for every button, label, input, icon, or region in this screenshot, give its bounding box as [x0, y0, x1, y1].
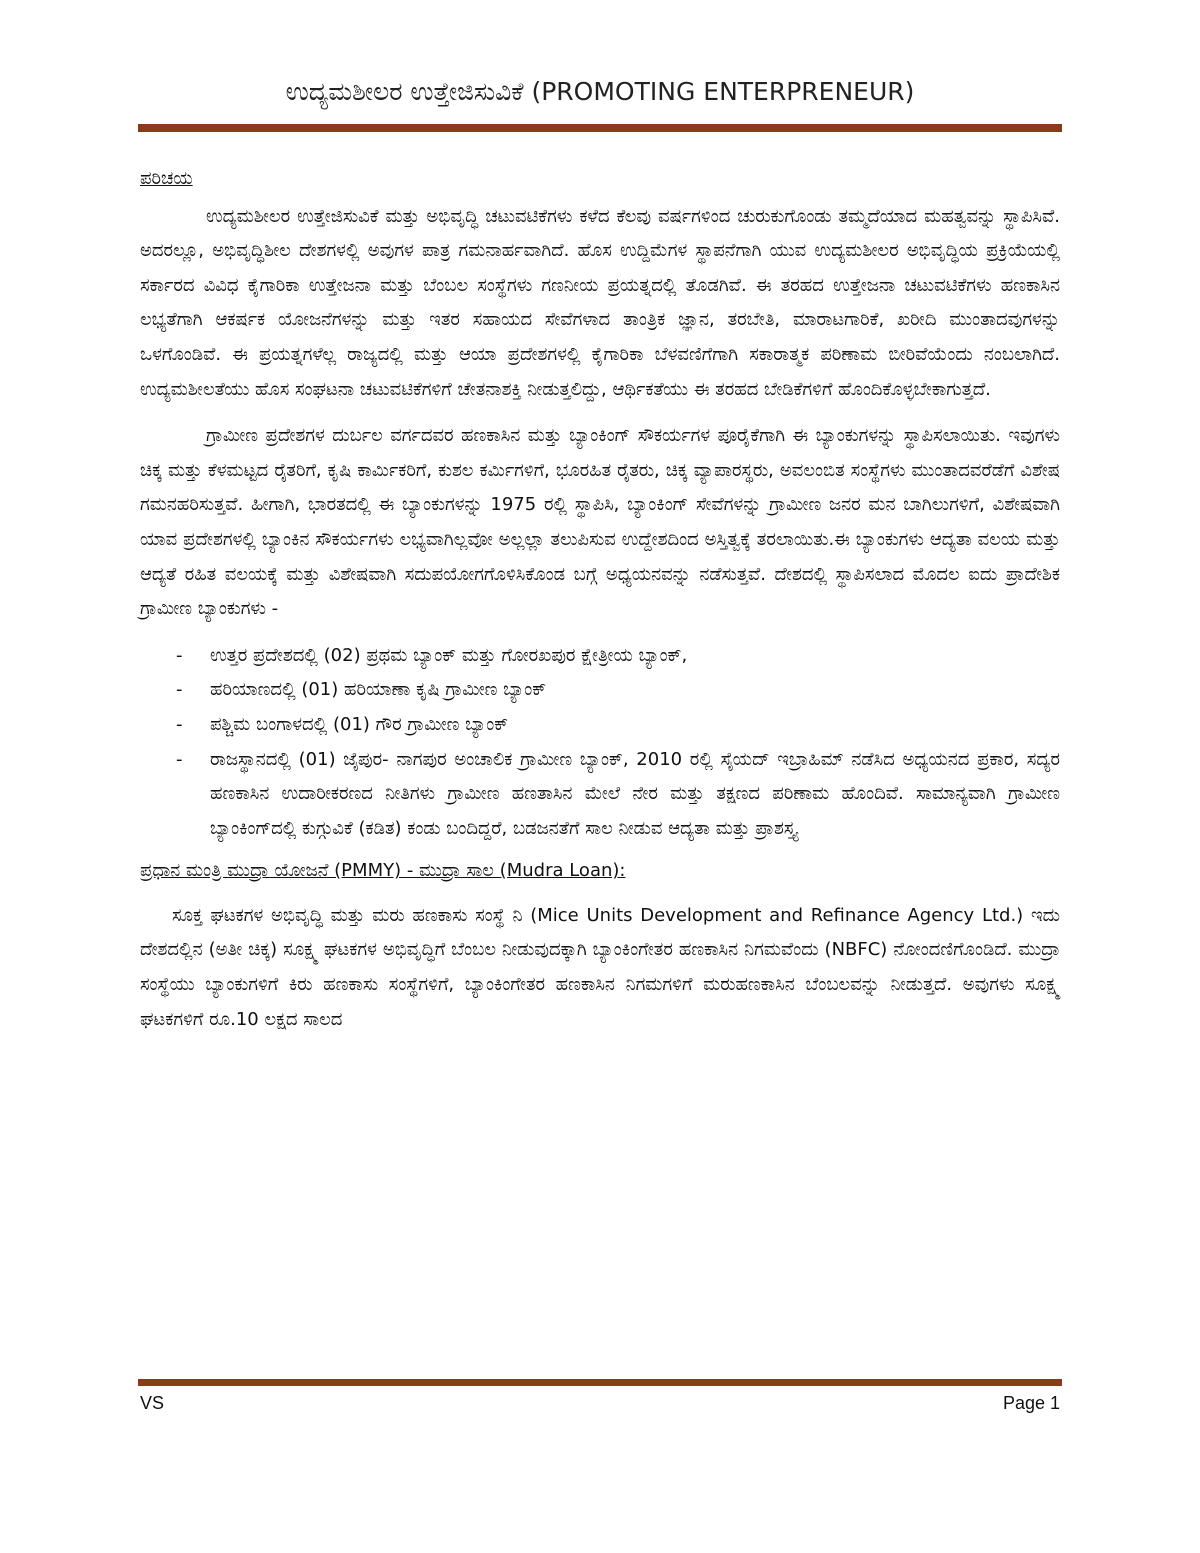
footer-divider: [138, 1379, 1062, 1386]
section-heading-mudra: ಪ್ರಧಾನ ಮಂತ್ರಿ ಮುದ್ರಾ ಯೋಜನೆ (PMMY) - ಮುದ್ರಾ ಸಾಲ (Mudra Loan):: [140, 860, 626, 882]
list-item: [140, 743, 1060, 847]
paragraph-intro: ಉದ್ಯಮಶೀಲರ ಉತ್ತೇಜಿಸುವಿಕೆ ಮತ್ತು ಅಭಿವೃದ್ಧಿ ಚಟುವಟಿಕೆಗಳು ಕಳೆದ ಕೆಲವು ವರ್ಷಗಳಿಂದ ಚುರುಕುಗೊಂಡು ತಮ್ಮದೆಯಾದ ಮಹತ್ವವನ್ನು ಸ್ಥಾಪಿಸಿವೆ. ಅದರಲ್ಲೂ, ಅಭಿವೃದ್ಧಿಶೀಲ ದೇಶಗಳಲ್ಲಿ ಅವುಗಳ ಪಾತ್ರ ಗಮನಾರ್ಹವಾಗಿದೆ. ಹೊಸ ಉದ್ದಿಮೆಗಳ ಸ್ಥಾಪನೆಗಾಗಿ ಯುವ ಉದ್ಯಮಶೀಲರ ಅಭಿವೃದ್ಧಿಯ ಪ್ರಕ್ರಿಯೆಯಲ್ಲಿ ಸರ್ಕಾರದ ವಿವಿಧ ಕೈಗಾರಿಕಾ ಉತ್ತೇಜನಾ ಮತ್ತು ಬೆಂಬಲ ಸಂಸ್ಥೆಗಳು ಗಣನೀಯ ಪ್ರಯತ್ನದಲ್ಲಿ ತೊಡಗಿವೆ. ಈ ತರಹದ ಉತ್ತೇಜನಾ ಚಟುವಟಿಕೆಗಳು ಹಣಕಾಸಿನ ಲಭ್ಯತೆಗಾಗಿ ಆಕರ್ಷಕ ಯೋಜನೆಗಳನ್ನು ಮತ್ತು ಇತರ ಸಹಾಯದ ಸೇವೆಗಳಾದ ತಾಂತ್ರಿಕ ಜ್ಞಾನ, ತರಬೇತಿ, ಮಾರಾಟಗಾರಿಕೆ, ಖರೀದಿ ಮುಂತಾದವುಗಳನ್ನು ಒಳಗೊಂಡಿವೆ. ಈ ಪ್ರಯತ್ನಗಳೆಲ್ಲ ರಾಜ್ಯದಲ್ಲಿ ಮತ್ತು ಆಯಾ ಪ್ರದೇಶಗಳಲ್ಲಿ ಕೈಗಾರಿಕಾ ಬೆಳವಣಿಗೆಗಾಗಿ ಸಕಾರಾತ್ಮಕ ಪರಿಣಾಮ ಬೀರಿವೆಯೆಂದು ನಂಬಲಾಗಿದೆ. ಉದ್ಯಮಶೀಲತೆಯು ಹೊಸ ಸಂಘಟನಾ ಚಟುವಟಿಕೆಗಳಿಗೆ ಚೇತನಾಶಕ್ತಿ ನೀಡುತ್ತಲಿದ್ದು, ಆರ್ಥಿಕತೆಯು ಈ ತರಹದ ಬೇಡಿಕೆಗಳಿಗೆ ಹೊಂದಿಕೊಳ್ಳಬೇಕಾಗುತ್ತದೆ.: [140, 205, 1060, 400]
list-item: [140, 708, 1060, 743]
list-item-text: ಉತ್ತರ ಪ್ರದೇಶದಲ್ಲಿ (02) ಪ್ರಥಮ ಬ್ಯಾಂಕ್ ಮತ್ತು ಗೋರಖಪುರ ಕ್ಷೇತ್ರೀಯ ಬ್ಯಾಂಕ್,: [210, 644, 688, 666]
list-item-text: ಪಶ್ಚಿಮ ಬಂಗಾಳದಲ್ಲಿ (01) ಗೌರ ಗ್ರಾಮೀಣ ಬ್ಯಾಂಕ್: [210, 713, 509, 735]
bullet-dash: -: [176, 748, 183, 770]
footer-author: VS: [140, 1393, 165, 1413]
page-number: Page 1: [1002, 1393, 1060, 1413]
list-item: [140, 673, 1060, 708]
section-heading-introduction: ಪರಿಚಯ: [140, 168, 193, 189]
document-body: [140, 162, 1060, 1037]
bullet-dash: -: [176, 644, 183, 666]
page-title: ಉದ್ಯಮಶೀಲರ ಉತ್ತೇಜಿಸುವಿಕೆ (PROMOTING ENTERPRENEUR): [285, 77, 915, 106]
paragraph-mudra: ಸೂಕ್ತ ಘಟಕಗಳ ಅಭಿವೃದ್ಧಿ ಮತ್ತು ಮರು ಹಣಕಾಸು ಸಂಸ್ಥೆ ನಿ (Mice Units Development and Refinance Agency Ltd.) ಇದು ದೇಶದಲ್ಲಿನ (ಅತೀ ಚಿಕ್ಕ) ಸೂಕ್ಷ್ಮ ಘಟಕಗಳ ಅಭಿವೃದ್ಧಿಗೆ ಬೆಂಬಲ ನೀಡುವುದಕ್ಕಾಗಿ ಬ್ಯಾಂಕಿಂಗೇತರ ಹಣಕಾಸಿನ ನಿಗಮವೆಂದು (NBFC) ನೋಂದಣಿಗೊಂಡಿದೆ. ಮುದ್ರಾ ಸಂಸ್ಥೆಯು ಬ್ಯಾಂಕುಗಳಿಗೆ ಕಿರು ಹಣಕಾಸು ಸಂಸ್ಥೆಗಳಿಗೆ, ಬ್ಯಾಂಕಿಂಗೇತರ ಹಣಕಾಸಿನ ನಿಗಮಗಳಿಗೆ ಮರುಹಣಕಾಸಿನ ಬೆಂಬಲವನ್ನು ನೀಡುತ್ತದೆ. ಅವುಗಳು ಸೂಕ್ಷ್ಮ ಘಟಕಗಳಿಗೆ ರೂ.10 ಲಕ್ಷದ ಸಾಲದ: [140, 904, 1060, 1030]
header-divider: [138, 124, 1062, 132]
bullet-dash: -: [176, 713, 183, 735]
list-item-text: ಹರಿಯಾಣದಲ್ಲಿ (01) ಹರಿಯಾಣಾ ಕೃಷಿ ಗ್ರಾಮೀಣ ಬ್ಯಾಂಕ್: [210, 679, 547, 701]
list-item-text: ರಾಜಸ್ಥಾನದಲ್ಲಿ (01) ಜೈಪುರ- ನಾಗಪುರ ಅಂಚಾಲಿಕ ಗ್ರಾಮೀಣ ಬ್ಯಾಂಕ್, 2010 ರಲ್ಲಿ ಸೈಯದ್ ಇಬ್ರಾಹಿಮ್ ನಡೆಸಿದ ಅಧ್ಯಯನದ ಪ್ರಕಾರ, ಸದ್ಯರ ಹಣಕಾಸಿನ ಉದಾರೀಕರಣದ ನೀತಿಗಳು ಗ್ರಾಮೀಣ ಹಣತಾಸಿನ ಮೇಲೆ ನೇರ ಮತ್ತು ತಕ್ಷಣದ ಪರಿಣಾಮ ಹೊಂದಿವೆ. ಸಾಮಾನ್ಯವಾಗಿ ಗ್ರಾಮೀಣ ಬ್ಯಾಂಕಿಂಗ್‌ದಲ್ಲಿ ಕುಗ್ಗುವಿಕೆ (ಕಡಿತ) ಕಂಡು ಬಂದಿದ್ದರೆ, ಬಡಜನತೆಗೆ ಸಾಲ ನೀಡುವ ಆದ್ಯತಾ ಮತ್ತು ಪ್ರಾಶಸ್ತ್ಯ: [210, 748, 1060, 839]
list-item: [140, 639, 1060, 674]
bullet-dash: -: [176, 679, 183, 701]
rural-banks-list: [140, 639, 1060, 847]
paragraph-rural-banks: ಗ್ರಾಮೀಣ ಪ್ರದೇಶಗಳ ದುರ್ಬಲ ವರ್ಗದವರ ಹಣಕಾಸಿನ ಮತ್ತು ಬ್ಯಾಂಕಿಂಗ್ ಸೌಕರ್ಯಗಳ ಪೂರೈಕೆಗಾಗಿ ಈ ಬ್ಯಾಂಕುಗಳನ್ನು ಸ್ಥಾಪಿಸಲಾಯಿತು. ಇವುಗಳು ಚಿಕ್ಕ ಮತ್ತು ಕೆಳಮಟ್ಟದ ರೈತರಿಗೆ, ಕೃಷಿ ಕಾರ್ಮಿಕರಿಗೆ, ಕುಶಲ ಕರ್ಮಿಗಳಿಗೆ, ಭೂರಹಿತ ರೈತರು, ಚಿಕ್ಕ ವ್ಯಾಪಾರಸ್ಥರು, ಅವಲಂಬಿತ ಸಂಸ್ಥೆಗಳು ಮುಂತಾದವರೆಡೆಗೆ ವಿಶೇಷ ಗಮನಹರಿಸುತ್ತವೆ. ಹೀಗಾಗಿ, ಭಾರತದಲ್ಲಿ ಈ ಬ್ಯಾಂಕುಗಳನ್ನು 1975 ರಲ್ಲಿ ಸ್ಥಾಪಿಸಿ, ಬ್ಯಾಂಕಿಂಗ್ ಸೇವೆಗಳನ್ನು ಗ್ರಾಮೀಣ ಜನರ ಮನ ಬಾಗಿಲುಗಳಿಗೆ, ವಿಶೇಷವಾಗಿ ಯಾವ ಪ್ರದೇಶಗಳಲ್ಲಿ ಬ್ಯಾಂಕಿನ ಸೌಕರ್ಯಗಳು ಲಭ್ಯವಾಗಿಲ್ಲವೋ ಅಲ್ಲಲ್ಲಾ ತಲುಪಿಸುವ ಉದ್ದೇಶದಿಂದ ಅಸ್ತಿತ್ವಕ್ಕೆ ತರಲಾಯಿತು.ಈ ಬ್ಯಾಂಕುಗಳು ಆದ್ಯತಾ ವಲಯ ಮತ್ತು ಆದ್ಯತೆ ರಹಿತ ವಲಯಕ್ಕೆ ಮತ್ತು ವಿಶೇಷವಾಗಿ ಸದುಪಯೋಗಗೊಳಿಸಿಕೊಂಡ ಬಗ್ಗೆ ಅಧ್ಯಯನವನ್ನು ನಡೆಸುತ್ತವೆ. ದೇಶದಲ್ಲಿ ಸ್ಥಾಪಿಸಲಾದ ಮೊದಲ ಐದು ಪ್ರಾದೇಶಿಕ ಗ್ರಾಮೀಣ ಬ್ಯಾಂಕುಗಳು -: [140, 425, 1060, 620]
